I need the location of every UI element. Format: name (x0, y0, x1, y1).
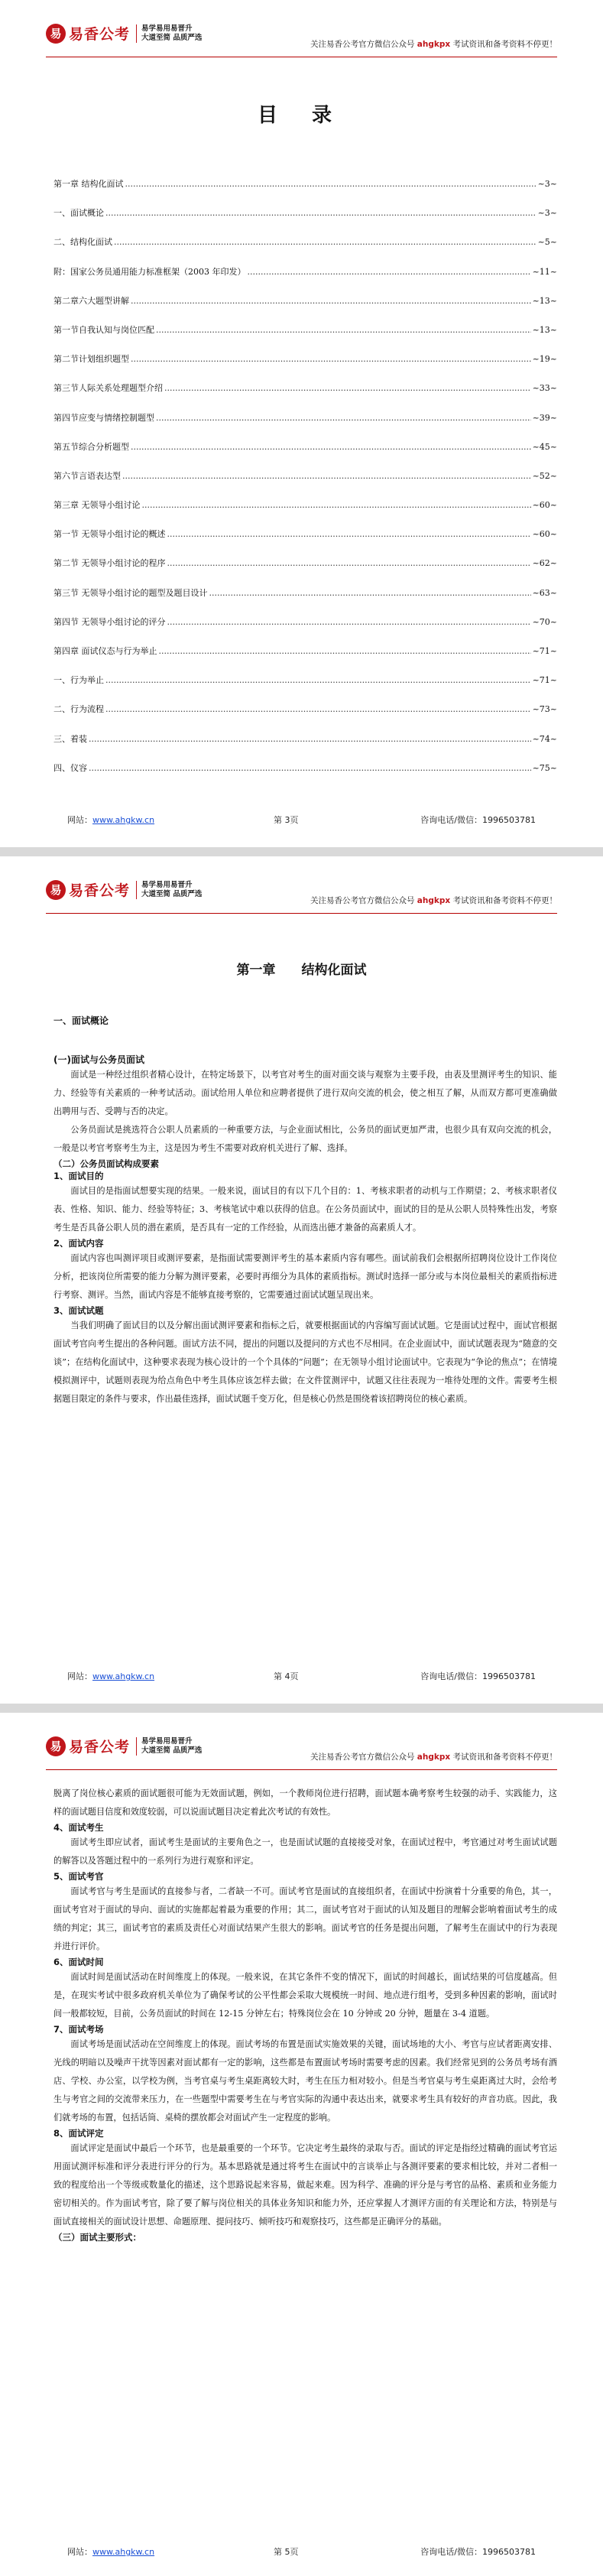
toc-entry-label: 二、结构化面试 (53, 237, 112, 248)
toc-leader-dots (131, 442, 531, 452)
toc-entry-label: 第二节 无领导小组讨论的程序 (53, 558, 166, 569)
item-heading: 7、面试考场 (53, 2024, 104, 2035)
page-separator (0, 1704, 603, 1713)
toc-leader-dots (105, 704, 531, 714)
toc-leader-dots (122, 471, 531, 481)
logo-slogan: 易学易用易晋升 大道至简 品质严选 (136, 24, 202, 43)
toc-entry[interactable] (53, 557, 557, 586)
header-note: 关注易香公考官方微信公众号 ahgkpx 考试资讯和备考资料不停更！ (310, 40, 557, 49)
header-note: 关注易香公考官方微信公众号 ahgkpx 考试资讯和备考资料不停更！ (310, 896, 557, 905)
subsection-heading: (一)面试与公务员面试 (53, 1054, 144, 1065)
logo-text: 易香公考 (69, 1739, 131, 1756)
brand-logo (46, 1736, 202, 1756)
toc-entry-page: ~5~ (537, 237, 557, 248)
page-header (46, 878, 557, 914)
wechat-account: ahgkpx (417, 40, 451, 49)
toc-entry-label: 一、行为举止 (53, 675, 104, 686)
paragraph: 面试考场是面试活动在空间维度上的体现。面试考场的布置是面试实施效果的关键，面试场地的大小、考官与应试者距离安排、光线的明暗以及噪声干扰等因素对面试都有一定的影响，这些都是布置面试考场时需要考虑的因素。我们经常见到的公务员考场有酒店、学校、办公室，以学校为例，当考官桌与考生桌距离较大时，考生在压力相对较小。但是当考官桌与考生桌距离过大时，会给考生与考官之间的交流带来压力，在一些题型中需要考生在与考官实际的沟通中表达出来，就要求考生具有较好的声音功底。因此，我们就考场的布置，包括话筒、桌椅的摆放都会对面试产生一定程度的影响。 (53, 2039, 557, 2123)
paragraph: 面试考生即应试者，面试考生是面试的主要角色之一，也是面试试题的直接接受对象，在面试过程中，考官通过对考生面试试题的解答以及答题过程中的一系列行为进行观察和评定。 (53, 1837, 557, 1866)
toc-entry-label: 第一节 无领导小组讨论的概述 (53, 529, 166, 540)
toc-entry[interactable] (53, 616, 557, 645)
paragraph: 当我们明确了面试目的以及分解出面试测评要素和指标之后，就要根据面试的内容编写面试试题。它是面试过程中，面试官根据面试考官向考生提出的各种问题。面试方法不同，提出的问题以及提问的方式也不尽相同。在企业面试中，面试试题表现为“随意的交谈”；在结构化面试中，这种要求表现为核心设计的一个个具体的“问题”；在无领导小组讨论面试中。它表现为“争论的焦点”；在情境模拟测评中，试题则表现为给点角色中考生具体应该怎样去做；在文件筐测评中，试题又往往表现为一堆待处理的文件。需要考生根据题目限定的条件与要求，作出最佳选择，面试试题千变万化，但是核心仍然是围绕着该招聘岗位的核心素质。 (53, 1320, 557, 1404)
site-link[interactable]: www.ahgkw.cn (92, 815, 155, 825)
logo-slogan: 易学易用易晋升 大道至简 品质严选 (136, 1737, 202, 1756)
paragraph: 面试目的是指面试想要实现的结果。一般来说，面试目的有以下几个目的：1、考核求职者的动机与工作期望；2、考核求职者仪表、性格、知识、能力、经验等特征；3、考核笔试中难以获得的信息。在公务员面试中，面试的目的是从公职人员特殊性出发，考察考生是否具备公职人员的潜在素质，是否具有一定的工作经验，从而选出德才兼备的高素质人才。 (53, 1186, 557, 1233)
item-heading: 1、面试目的 (53, 1171, 104, 1181)
toc-entry-label: 第二章六大题型讲解 (53, 295, 129, 306)
toc-leader-dots (167, 529, 531, 539)
table-of-contents (53, 177, 557, 791)
toc-entry-label: 第四章 面试仪态与行为举止 (53, 646, 157, 656)
toc-entry[interactable] (53, 762, 557, 791)
page-header (46, 1734, 557, 1770)
toc-entry[interactable] (53, 382, 557, 411)
toc-entry[interactable] (53, 528, 557, 557)
page-footer: 网站：www.ahgkw.cn 第 5页 咨询电话/微信：1996503781 (67, 2547, 536, 2557)
toc-entry-page: ~13~ (532, 295, 557, 306)
toc-entry-label: 第四节应变与情绪控制题型 (53, 412, 154, 423)
logo-mark-icon: 易 (46, 880, 66, 900)
toc-entry-label: 第二节计划组织题型 (53, 354, 129, 365)
logo-text: 易香公考 (69, 882, 131, 899)
toc-entry-page: ~13~ (532, 324, 557, 335)
page-number: 第 4页 (274, 1671, 299, 1681)
toc-entry-page: ~52~ (532, 470, 557, 481)
brand-logo (46, 879, 202, 900)
site-link[interactable]: www.ahgkw.cn (92, 1671, 155, 1681)
paragraph: 公务员面试是挑选符合公职人员素质的一种重要方法，与企业面试相比，公务员的面试更加严肃，也很少具有双向交流的机会，一般是以考官考察考生为主，这是因为考生不需要对政府机关进行了解、选择。 (53, 1125, 557, 1153)
toc-entry-page: ~3~ (537, 179, 557, 189)
page-body (53, 1785, 557, 2243)
toc-entry-page: ~19~ (532, 354, 557, 365)
site-link[interactable]: www.ahgkw.cn (92, 2547, 155, 2557)
toc-leader-dots (164, 383, 531, 393)
toc-entry-label: 三、着装 (53, 733, 87, 744)
toc-entry-label: 第三节 无领导小组讨论的题型及题目设计 (53, 587, 208, 598)
toc-leader-dots (114, 237, 537, 247)
contact-info: 咨询电话/微信：1996503781 (420, 815, 536, 825)
toc-entry-label: 二、行为流程 (53, 704, 104, 715)
chapter-title: 第一章 结构化面试 (236, 963, 367, 978)
page-footer: 网站：www.ahgkw.cn 第 3页 咨询电话/微信：1996503781 (67, 815, 536, 825)
toc-entry-label: 第一节自我认知与岗位匹配 (53, 324, 154, 335)
toc-entry-page: ~70~ (532, 616, 557, 627)
toc-entry-page: ~39~ (532, 412, 557, 423)
toc-entry[interactable] (53, 703, 557, 732)
toc-entry-page: ~11~ (532, 266, 557, 277)
subsection-heading: （二）公务员面试构成要素 (53, 1158, 159, 1169)
toc-entry-page: ~3~ (537, 208, 557, 219)
toc-entry[interactable] (53, 177, 557, 206)
toc-entry-page: ~73~ (532, 704, 557, 715)
header-note: 关注易香公考官方微信公众号 ahgkpx 考试资讯和备考资料不停更！ (310, 1753, 557, 1762)
document-page-3 (0, 1713, 603, 2576)
wechat-account: ahgkpx (417, 1753, 451, 1762)
toc-entry[interactable] (53, 294, 557, 323)
document-page-1 (0, 0, 603, 847)
toc-entry-page: ~71~ (532, 646, 557, 656)
logo-mark-icon: 易 (46, 24, 66, 44)
paragraph: 面试是一种经过组织者精心设计，在特定场景下，以考官对考生的面对面交谈与观察为主要手段，由表及里测评考生的知识、能力、经验等有关素质的一种考试活动。面试给用人单位和应聘者提供了进行双向交流的机会，使之相互了解，从而双方都可更准确做出聘用与否、受聘与否的决定。 (53, 1070, 557, 1116)
page-footer: 网站：www.ahgkw.cn 第 4页 咨询电话/微信：1996503781 (67, 1671, 536, 1681)
item-heading: 4、面试考生 (53, 1822, 104, 1833)
toc-entry-label: 附：国家公务员通用能力标准框架（2003 年印发） (53, 266, 246, 277)
toc-leader-dots (131, 296, 531, 306)
page-body (53, 1014, 557, 1408)
toc-entry[interactable] (53, 206, 557, 236)
toc-leader-dots (167, 558, 531, 568)
toc-entry-page: ~75~ (532, 762, 557, 773)
toc-entry[interactable] (53, 733, 557, 762)
toc-leader-dots (156, 413, 531, 423)
item-heading: 6、面试时间 (53, 1957, 104, 1967)
document-page-2 (0, 856, 603, 1704)
item-heading: 3、面试试题 (53, 1305, 104, 1316)
toc-entry-page: ~63~ (532, 587, 557, 598)
paragraph: 脱离了岗位核心素质的面试题很可能为无效面试题，例如，一个教师岗位进行招聘，面试题本确考察考生较强的动手、实践能力，这样的面试题目信度和效度较弱，可以说面试题目决定着此次考试的有效性。 (53, 1788, 557, 1817)
logo-mark-icon: 易 (46, 1736, 66, 1756)
toc-entry-page: ~45~ (532, 441, 557, 452)
contact-info: 咨询电话/微信：1996503781 (420, 1671, 536, 1681)
paragraph: 面试考官与考生是面试的直接参与者，二者缺一不可。面试考官是面试的直接组织者，在面试中扮演着十分重要的角色，其一，面试考官对于面试的导向、面试的实施都起着最为重要的作用；其二，面试考官对于面试的认知及题目的理解会影响着面试考生的成绩的判定；其三，面试考官的素质及责任心对面试结果产生很大的影响。面试考官的任务是提出问题，了解考生在面试中的行为表现并进行评价。 (53, 1886, 557, 1951)
toc-entry-label: 第四节 无领导小组讨论的评分 (53, 616, 166, 627)
toc-entry-label: 一、面试概论 (53, 208, 104, 219)
toc-entry[interactable] (53, 323, 557, 352)
paragraph: 面试评定是面试中最后一个环节，也是最重要的一个环节。它决定考生最终的录取与否。面试的评定是指经过精确的面试考官运用面试测评标准和评分表进行评分的行为。基本思路就是通过将考生在面试中的言谈举止与各测评要素的要求相比较，并对二者相一致的程度给出一个等级或数量化的描述，这个思路说起来容易，做起来难。因为科学、准确的评分是与考官的品格、素质和业务能力密切相关的。作为面试考官，除了要了解与岗位相关的具体业务知识和能力外，还应掌握人才测评方面的有关理论和方法，特别是与面试直接相关的面试设计思想、命题原理、提问技巧、倾听技巧和观察技巧，这些都是正确评分的基础。 (53, 2143, 557, 2227)
toc-leader-dots (89, 734, 531, 744)
page-number: 第 3页 (274, 815, 299, 825)
toc-leader-dots (159, 646, 531, 656)
toc-entry[interactable] (53, 499, 557, 528)
toc-leader-dots (89, 763, 531, 773)
page-separator (0, 847, 603, 856)
toc-leader-dots (156, 325, 531, 335)
toc-leader-dots (105, 208, 537, 218)
section-heading: 一、面试概论 (53, 1015, 109, 1026)
subsection-heading: （三）面试主要形式： (53, 2232, 141, 2243)
toc-entry[interactable] (53, 645, 557, 674)
wechat-account: ahgkpx (417, 896, 451, 905)
brand-logo (46, 23, 202, 44)
toc-entry-label: 第五节综合分析题型 (53, 441, 129, 452)
item-heading: 8、面试评定 (53, 2128, 104, 2139)
toc-entry-page: ~60~ (532, 529, 557, 540)
paragraph: 面试内容也叫测评项目或测评要素，是指面试需要测评考生的基本素质内容有哪些。面试前我们会根据所招聘岗位设计工作岗位分析，把该岗位所需要的能力分解为测评要素，必要时再细分为具体的素质指标。测试时选择一部分或与本岗位最相关的素质指标进行考察、测评。当然，面试内容是不能够直接考察的，它需要通过面试试题呈现出来。 (53, 1253, 557, 1300)
toc-entry-label: 第一章 结构化面试 (53, 179, 124, 189)
toc-entry[interactable] (53, 469, 557, 499)
paragraph: 面试时间是面试活动在时间维度上的体现。一般来说，在其它条件不变的情况下，面试的时间越长，面试结果的可信度越高。但是，在现实考试中很多政府机关单位为了确保考试的公平性都会采取大规模统一时间、地点进行组考，受到多种因素的影响，面试时间一般都较短，目前，公务员面试的时间在 12-15 分钟左右；特殊岗位会在 10 分钟或 20 分钟，题量在 3-4 道题。 (53, 1972, 557, 2019)
toc-leader-dots (105, 675, 531, 685)
toc-entry[interactable] (53, 236, 557, 265)
toc-entry-label: 四、仪容 (53, 762, 87, 773)
contact-info: 咨询电话/微信：1996503781 (420, 2547, 536, 2557)
toc-entry[interactable] (53, 265, 557, 294)
toc-entry[interactable] (53, 674, 557, 703)
logo-slogan: 易学易用易晋升 大道至简 品质严选 (136, 881, 202, 899)
item-heading: 2、面试内容 (53, 1238, 104, 1249)
toc-entry-page: ~71~ (532, 675, 557, 686)
toc-entry[interactable] (53, 586, 557, 616)
page-header (46, 21, 557, 57)
toc-leader-dots (131, 354, 531, 364)
toc-entry-label: 第三章 无领导小组讨论 (53, 500, 141, 511)
toc-entry[interactable] (53, 440, 557, 469)
logo-text: 易香公考 (69, 26, 131, 43)
toc-leader-dots (125, 179, 537, 189)
toc-leader-dots (248, 267, 531, 277)
toc-entry-page: ~74~ (532, 733, 557, 744)
toc-title: 目 录 (257, 104, 346, 127)
toc-entry-label: 第六节言语表达型 (53, 470, 121, 481)
item-heading: 5、面试考官 (53, 1871, 104, 1882)
toc-entry-label: 第三节人际关系处理题型介绍 (53, 383, 163, 394)
toc-leader-dots (209, 588, 531, 598)
toc-leader-dots (167, 617, 531, 627)
toc-entry-page: ~33~ (532, 383, 557, 394)
toc-entry-page: ~62~ (532, 558, 557, 569)
toc-entry[interactable] (53, 411, 557, 440)
toc-entry[interactable] (53, 352, 557, 382)
toc-entry-page: ~60~ (532, 500, 557, 511)
toc-leader-dots (142, 500, 531, 510)
page-number: 第 5页 (274, 2547, 299, 2557)
